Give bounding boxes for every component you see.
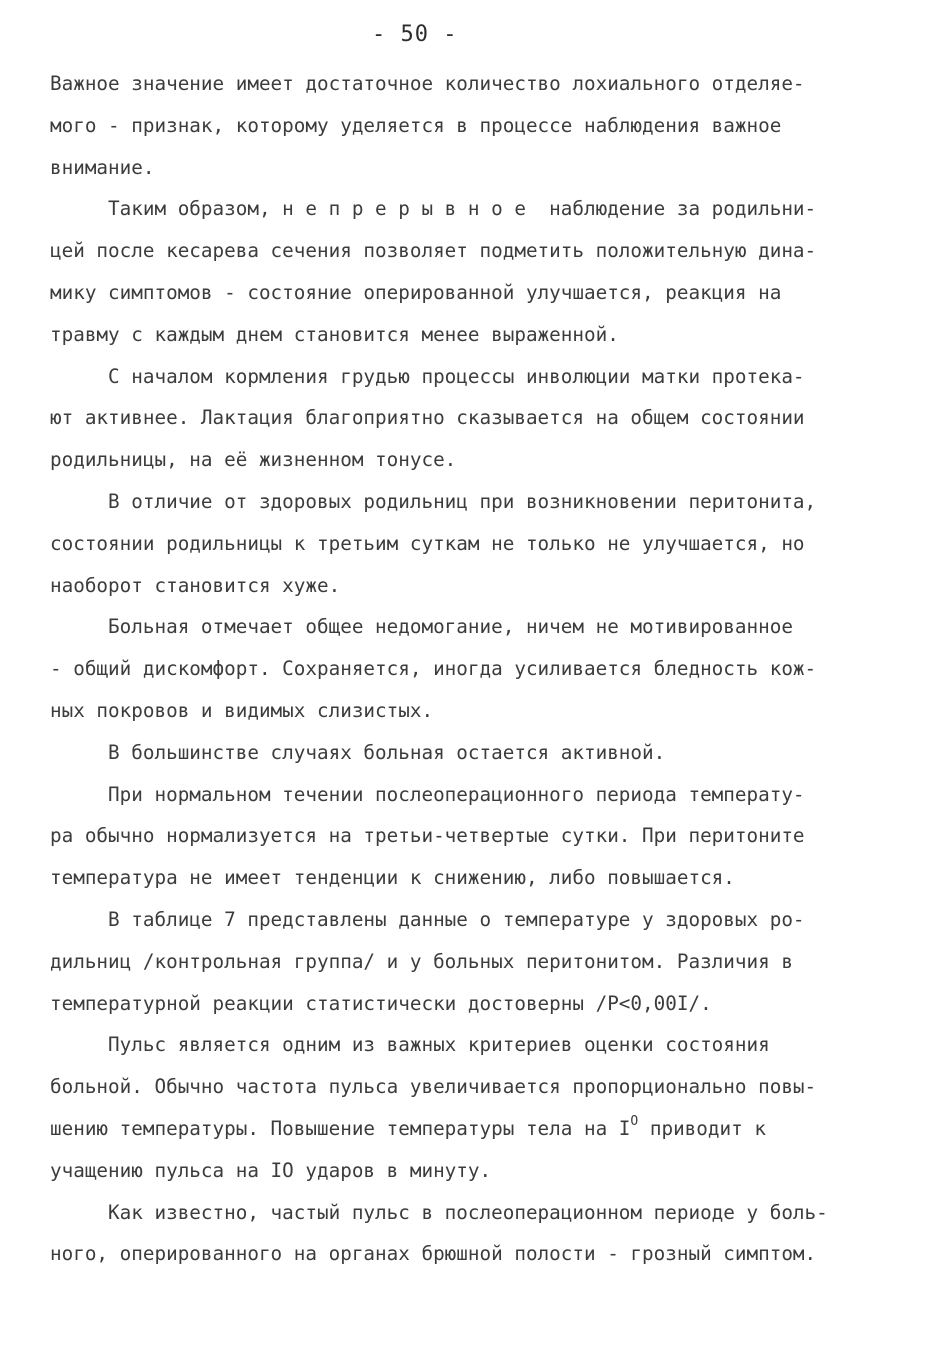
page-number: - 50 - bbox=[372, 22, 458, 47]
paragraph bbox=[50, 188, 910, 355]
paragraph bbox=[50, 606, 910, 731]
text-line: С началом кормления грудью процессы инволюции матки протека- bbox=[50, 364, 805, 388]
paragraph bbox=[50, 1192, 910, 1276]
text-line-with-superscript bbox=[50, 1108, 910, 1150]
text-line: дильниц /контрольная группа/ и у больных перитонитом. Различия в bbox=[50, 949, 793, 973]
text-line: учащению пульса на IO ударов в минуту. bbox=[50, 1158, 492, 1182]
text-line: ра обычно нормализуется на третьи-четвертые сутки. При перитоните bbox=[50, 824, 805, 848]
text-line: В большинстве случаях больная остается активной. bbox=[50, 740, 666, 764]
text-line: мику симптомов - состояние оперированной улучшается, реакция на bbox=[50, 280, 782, 304]
text-line: ных покровов и видимых слизистых. bbox=[50, 698, 434, 722]
paragraph bbox=[50, 1024, 910, 1191]
paragraph bbox=[50, 356, 910, 481]
text-line: Больная отмечает общее недомогание, ничем не мотивированное bbox=[50, 615, 793, 639]
text-line: состоянии родильницы к третьим суткам не только не улучшается, но bbox=[50, 531, 805, 555]
text-line: - общий дискомфорт. Сохраняется, иногда усиливается бледность кож- bbox=[50, 657, 817, 681]
paragraph bbox=[50, 63, 910, 188]
paragraph bbox=[50, 899, 910, 1024]
text-fragment: приводит к bbox=[638, 1116, 766, 1140]
text-line: ного, оперированного на органах брюшной полости - грозный симптом. bbox=[50, 1242, 817, 1266]
text-line: мого - признак, которому уделяется в процессе наблюдения важное bbox=[50, 113, 782, 137]
text-line: травму с каждым днем становится менее выраженной. bbox=[50, 322, 619, 346]
text-line: цей после кесарева сечения позволяет подметить положительную дина- bbox=[50, 239, 817, 263]
text-line: больной. Обычно частота пульса увеличивается пропорционально повы- bbox=[50, 1075, 817, 1099]
paragraph bbox=[50, 481, 910, 606]
text-line: При нормальном течении послеоперационного периода температу- bbox=[50, 782, 805, 806]
text-line: В отличие от здоровых родильниц при возникновении перитонита, bbox=[50, 489, 817, 513]
text-line: температура не имеет тенденции к снижению, либо повышается. bbox=[50, 866, 735, 890]
text-line: Важное значение имеет достаточное количество лохиального отделяе- bbox=[50, 72, 805, 95]
paragraph bbox=[50, 732, 910, 774]
text-line: В таблице 7 представлены данные о температуре у здоровых ро- bbox=[50, 907, 805, 931]
text-line: Пульс является одним из важных критериев оценки состояния bbox=[50, 1033, 770, 1057]
text-line: Как известно, частый пульс в послеоперационном периоде у боль- bbox=[50, 1200, 828, 1224]
text-fragment: шению температуры. Повышение температуры тела на I bbox=[50, 1116, 631, 1140]
text-line: ют активнее. Лактация благоприятно сказывается на общем состоянии bbox=[50, 406, 805, 430]
degree-superscript: O bbox=[630, 1113, 639, 1129]
paragraph bbox=[50, 774, 910, 899]
text-line: Таким образом, н е п р е р ы в н о е наблюдение за родильни- bbox=[50, 197, 817, 221]
text-line: температурной реакции статистически достоверны /Р<0,00I/. bbox=[50, 991, 712, 1015]
text-line: внимание. bbox=[50, 155, 155, 179]
text-line: родильницы, на её жизненном тонусе. bbox=[50, 448, 457, 472]
text-line: наоборот становится хуже. bbox=[50, 573, 341, 597]
body-text bbox=[50, 63, 910, 1275]
